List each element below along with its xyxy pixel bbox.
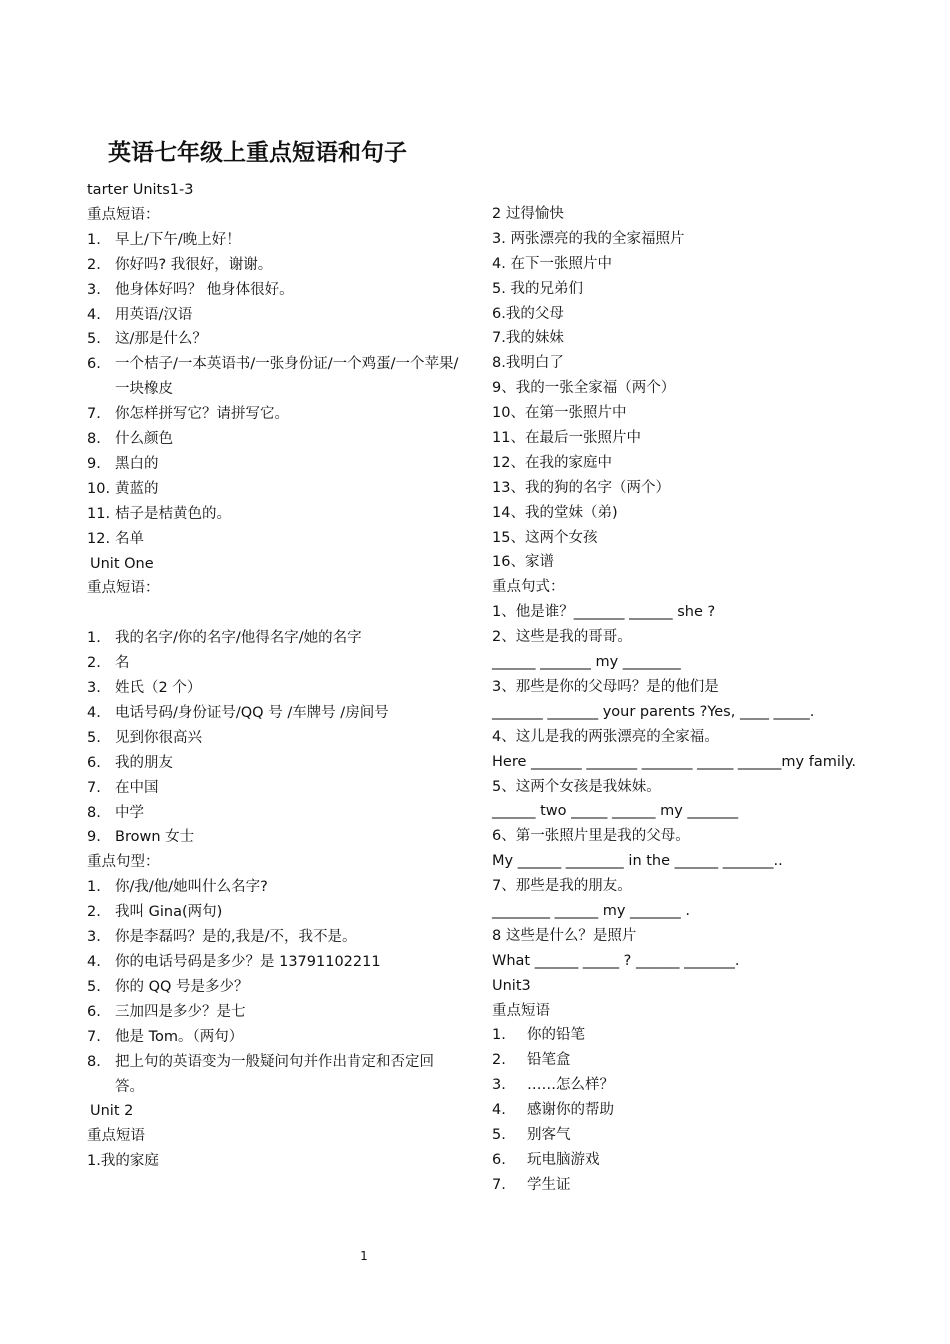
sentence-line: 6、第一张照片里是我的父母。 bbox=[492, 828, 690, 845]
list-item bbox=[87, 651, 467, 676]
list-item bbox=[87, 1025, 467, 1050]
list-item: 10、在第一张照片中 bbox=[492, 405, 627, 422]
item-number: 4. bbox=[492, 1102, 506, 1119]
item-text: 姓氏（2 个） bbox=[115, 680, 202, 697]
unit-one-heading: Unit One bbox=[90, 555, 154, 572]
list-item bbox=[87, 402, 467, 427]
item-number: 5. bbox=[87, 729, 101, 746]
item-number: 9. bbox=[87, 455, 101, 472]
sentence-line: 8 这些是什么？是照片 bbox=[492, 927, 637, 944]
item-number: 8. bbox=[87, 804, 101, 821]
list-item bbox=[87, 303, 467, 328]
list-item: 4. 在下一张照片中 bbox=[492, 255, 612, 272]
list-item: 6.我的父母 bbox=[492, 305, 564, 322]
item-number: 1. bbox=[87, 879, 101, 896]
fill-in-blank: ______ _______ my ________ bbox=[492, 654, 681, 671]
item-number: 4. bbox=[87, 306, 101, 323]
item-number: 3. bbox=[87, 680, 101, 697]
item-text: ……怎么样？ bbox=[527, 1077, 614, 1094]
item-text: 感谢你的帮助 bbox=[527, 1102, 614, 1119]
list-item bbox=[87, 875, 467, 900]
item-text: 你是李磊吗？是的,我是/不，我不是。 bbox=[115, 929, 357, 946]
list-item bbox=[87, 701, 467, 726]
fill-in-blank: ________ ______ my _______ . bbox=[492, 902, 691, 919]
list-item bbox=[87, 676, 467, 701]
item-number: 7. bbox=[492, 1176, 506, 1193]
list-item bbox=[492, 1173, 872, 1198]
list-item bbox=[87, 825, 467, 850]
list-item bbox=[87, 427, 467, 452]
item-text: 中学 bbox=[115, 804, 144, 821]
item-number: 2. bbox=[87, 655, 101, 672]
item-number: 8. bbox=[87, 431, 101, 448]
unit-three-heading: Unit3 bbox=[492, 977, 531, 994]
item-number: 6. bbox=[492, 1151, 506, 1168]
list-item: 2 过得愉快 bbox=[492, 206, 564, 222]
item-number: 5. bbox=[87, 978, 101, 995]
section-heading: 重点短语： bbox=[87, 580, 160, 597]
item-text: 三加四是多少？是七 bbox=[115, 1003, 246, 1020]
fill-in-blank: ______ two _____ ______ my _______ bbox=[492, 803, 739, 820]
item-number: 1. bbox=[87, 630, 101, 647]
item-text: 你的铅笔 bbox=[527, 1027, 585, 1044]
item-number: 6. bbox=[87, 356, 101, 373]
fill-in-blank: Here _______ _______ _______ _____ ______my family. bbox=[492, 753, 857, 770]
list-item bbox=[492, 1123, 872, 1148]
item-number: 12. bbox=[87, 530, 111, 547]
item-number: 2. bbox=[87, 904, 101, 921]
item-text: 用英语/汉语 bbox=[115, 306, 193, 323]
item-text: 把上句的英语变为一般疑问句并作出肯定和否定回答。 bbox=[115, 1053, 434, 1095]
list-item bbox=[87, 352, 460, 402]
list-item bbox=[87, 776, 467, 801]
sentence-line: 3、那些是你的父母吗？是的他们是 bbox=[492, 678, 719, 695]
sentence-line: 4、这儿是我的两张漂亮的全家福。 bbox=[492, 728, 719, 745]
sentence-line: 1、他是谁？_______ ______ she ? bbox=[492, 604, 716, 621]
list-item bbox=[87, 900, 467, 925]
sentence-line: 5、这两个女孩是我妹妹。 bbox=[492, 778, 661, 795]
list-item bbox=[87, 527, 467, 552]
list-item bbox=[492, 1098, 872, 1123]
list-item bbox=[87, 452, 467, 477]
starter-heading: tarter Units1-3 bbox=[87, 182, 194, 198]
item-number: 4. bbox=[87, 954, 101, 970]
unit-one-sentence-list bbox=[87, 875, 467, 1099]
unit-two-heading: Unit 2 bbox=[90, 1103, 134, 1120]
list-item bbox=[87, 975, 467, 1000]
list-item bbox=[87, 278, 467, 303]
item-text: 你好吗? 我很好，谢谢。 bbox=[115, 256, 273, 273]
list-item: 16、家谱 bbox=[492, 554, 554, 571]
unit-two-sentence-list bbox=[492, 600, 872, 973]
list-item bbox=[87, 726, 467, 751]
item-text: 名单 bbox=[115, 530, 144, 547]
item-text: 我的朋友 bbox=[115, 754, 173, 771]
item-number: 1. bbox=[87, 231, 101, 248]
list-item bbox=[87, 228, 467, 253]
list-item: 11、在最后一张照片中 bbox=[492, 430, 641, 447]
item-text: 你的 QQ 号是多少？ bbox=[115, 978, 249, 995]
list-item bbox=[87, 502, 467, 527]
item-number: 4. bbox=[87, 704, 101, 721]
item-text: 黄蓝的 bbox=[115, 480, 159, 497]
blank-line bbox=[87, 601, 467, 626]
list-item bbox=[87, 477, 467, 502]
item-number: 3. bbox=[87, 281, 101, 298]
item-text: 桔子是桔黄色的。 bbox=[115, 505, 231, 522]
item-number: 2. bbox=[87, 256, 101, 273]
item-number: 10. bbox=[87, 480, 111, 497]
item-number: 6. bbox=[87, 1003, 101, 1020]
page-number: 1 bbox=[360, 1249, 368, 1263]
item-text: 他是 Tom。（两句） bbox=[115, 1028, 244, 1045]
item-number: 5. bbox=[87, 331, 101, 348]
fill-in-blank: _______ _______ your parents ?Yes, ____ _____. bbox=[492, 703, 815, 720]
item-number: 3. bbox=[492, 1077, 506, 1094]
item-text: 学生证 bbox=[527, 1176, 571, 1193]
list-item bbox=[87, 751, 467, 776]
item-number: 7. bbox=[87, 779, 101, 796]
item-text: 在中国 bbox=[115, 779, 159, 796]
list-item: 13、我的狗的名字（两个） bbox=[492, 479, 670, 496]
starter-phrase-list bbox=[87, 228, 467, 552]
item-text: 电话号码/身份证号/QQ 号 /车牌号 /房间号 bbox=[115, 704, 389, 721]
item-number: 8. bbox=[87, 1053, 101, 1070]
item-number: 2. bbox=[492, 1052, 506, 1069]
sentence-line: 2、这些是我的哥哥。 bbox=[492, 629, 632, 646]
unit-two-phrase-list bbox=[492, 202, 872, 575]
section-heading: 重点句型： bbox=[87, 854, 160, 871]
list-item bbox=[492, 1073, 872, 1098]
list-item bbox=[87, 327, 467, 352]
item-number: 3. bbox=[87, 929, 101, 946]
list-item bbox=[87, 1000, 467, 1025]
list-item: 5. 我的兄弟们 bbox=[492, 280, 583, 297]
list-item bbox=[87, 253, 467, 278]
item-text: 见到你很高兴 bbox=[115, 729, 202, 746]
list-item: 8.我明白了 bbox=[492, 355, 564, 372]
item-text: 你的电话号码是多少？是 13791102211 bbox=[115, 954, 381, 970]
section-heading: 重点短语： bbox=[87, 206, 160, 223]
item-number: 5. bbox=[492, 1127, 506, 1144]
list-item bbox=[87, 1050, 460, 1100]
section-heading: 重点句式： bbox=[492, 579, 565, 596]
list-item: 12、在我的家庭中 bbox=[492, 454, 612, 471]
left-column bbox=[87, 178, 467, 1174]
item-text: 他身体好吗？ 他身体很好。 bbox=[115, 281, 294, 298]
page-title: 英语七年级上重点短语和句子 bbox=[108, 139, 407, 166]
item-text: Brown 女士 bbox=[115, 829, 195, 846]
item-text: 我的名字/你的名字/他得名字/她的名字 bbox=[115, 630, 362, 647]
list-item: 7.我的妹妹 bbox=[492, 330, 564, 347]
item-number: 6. bbox=[87, 754, 101, 771]
item-text: 别客气 bbox=[527, 1127, 571, 1144]
list-item: 14、我的堂妹（弟) bbox=[492, 504, 618, 521]
list-item bbox=[87, 925, 467, 950]
list-item: 1.我的家庭 bbox=[87, 1153, 159, 1170]
fill-in-blank: What ______ _____ ? ______ _______. bbox=[492, 952, 740, 969]
fill-in-blank: My ______ ________ in the ______ _______.. bbox=[492, 853, 783, 870]
section-heading: 重点短语 bbox=[492, 1002, 550, 1019]
unit-three-phrase-list bbox=[492, 1023, 872, 1197]
item-text: 早上/下午/晚上好！ bbox=[115, 231, 241, 248]
list-item bbox=[492, 1148, 872, 1173]
item-text: 我叫 Gina(两句) bbox=[115, 904, 223, 921]
item-text: 这/那是什么？ bbox=[115, 331, 207, 348]
item-text: 一个桔子/一本英语书/一张身份证/一个鸡蛋/一个苹果/一块橡皮 bbox=[115, 356, 459, 398]
list-item bbox=[87, 626, 467, 651]
item-text: 铅笔盒 bbox=[527, 1052, 571, 1069]
list-item: 9、我的一张全家福（两个） bbox=[492, 380, 676, 397]
list-item: 15、这两个女孩 bbox=[492, 529, 598, 546]
item-number: 1. bbox=[492, 1027, 506, 1044]
unit-one-phrase-list bbox=[87, 626, 467, 850]
list-item bbox=[492, 1023, 872, 1048]
item-text: 黑白的 bbox=[115, 455, 159, 472]
item-text: 你/我/他/她叫什么名字? bbox=[115, 879, 268, 896]
list-item bbox=[492, 1048, 872, 1073]
list-item bbox=[87, 950, 467, 975]
list-item: 3. 两张漂亮的我的全家福照片 bbox=[492, 230, 685, 247]
item-number: 9. bbox=[87, 829, 101, 846]
list-item bbox=[87, 801, 467, 826]
right-column bbox=[492, 202, 872, 1198]
item-text: 你怎样拼写它？请拼写它。 bbox=[115, 406, 289, 423]
item-text: 玩电脑游戏 bbox=[527, 1151, 600, 1168]
section-heading: 重点短语 bbox=[87, 1128, 145, 1145]
item-number: 7. bbox=[87, 1028, 101, 1045]
item-text: 什么颜色 bbox=[115, 431, 173, 448]
item-number: 7. bbox=[87, 406, 101, 423]
item-number: 11. bbox=[87, 505, 111, 522]
item-text: 名 bbox=[115, 655, 130, 672]
sentence-line: 7、那些是我的朋友。 bbox=[492, 878, 632, 895]
